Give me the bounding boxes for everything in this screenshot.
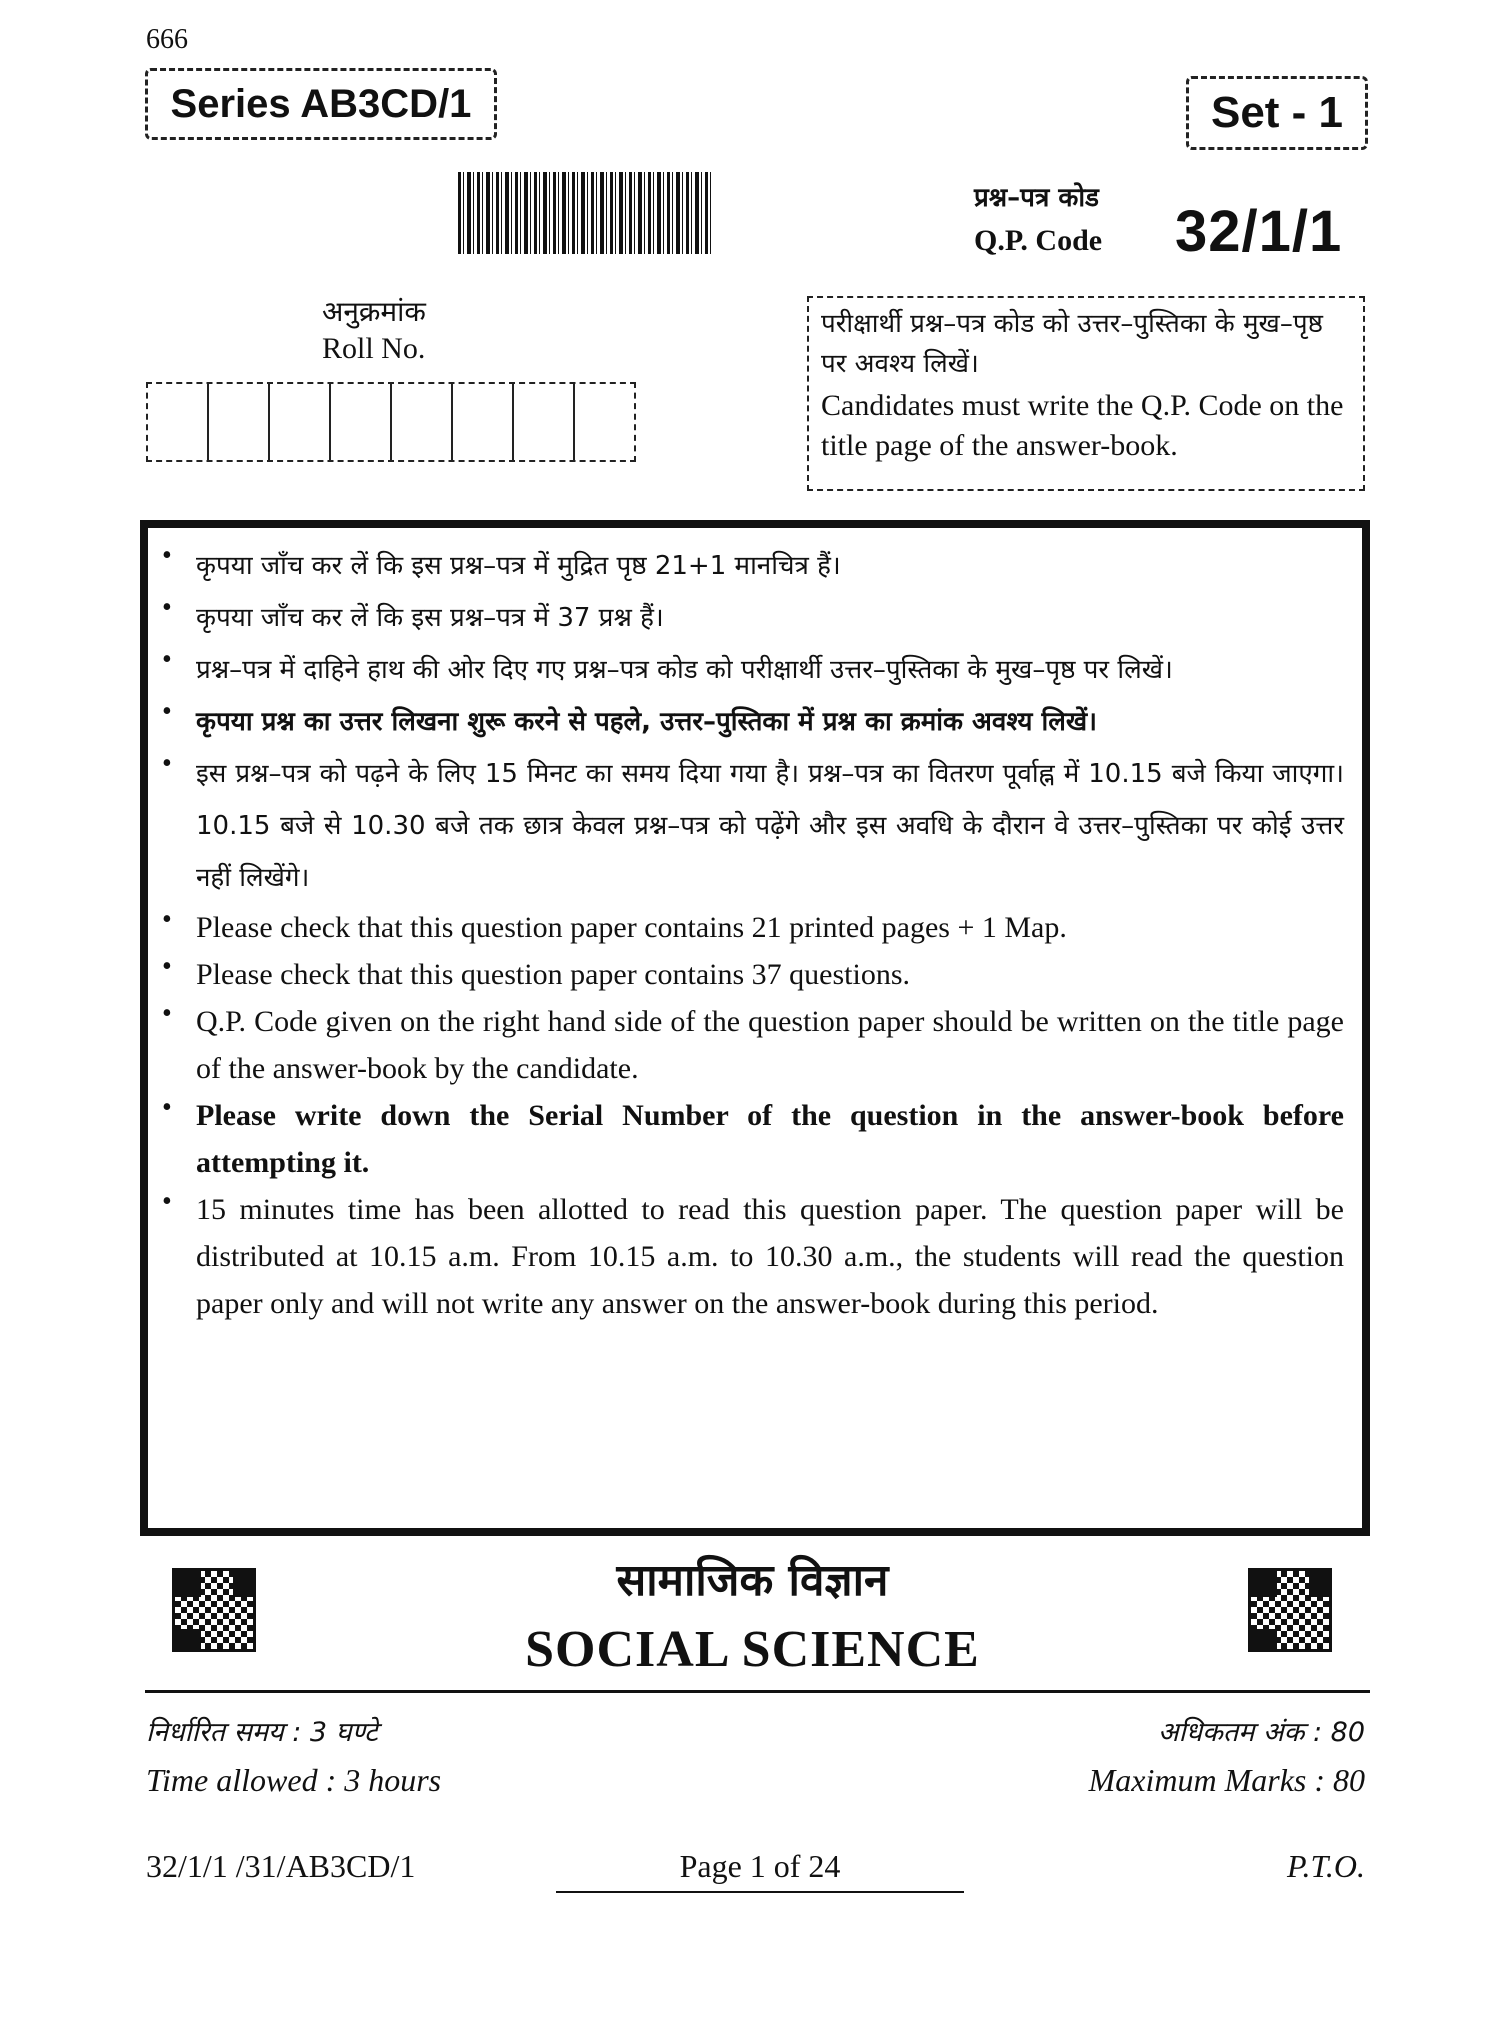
time-allowed-hindi: निर्धारित समय : 3 घण्टे bbox=[146, 1717, 378, 1748]
bullet: • bbox=[162, 540, 172, 571]
time-allowed: Time allowed : 3 hours bbox=[146, 1762, 442, 1798]
bullet: • bbox=[162, 644, 172, 675]
roll-cell[interactable] bbox=[575, 384, 634, 460]
qp-code-note bbox=[807, 296, 1365, 491]
roll-cell[interactable] bbox=[392, 384, 453, 460]
roll-cell[interactable] bbox=[148, 384, 209, 460]
instruction-hindi-5: इस प्रश्न–पत्र को पढ़ने के लिए 15 मिनट का समय दिया गया है। प्रश्न–पत्र का वितरण पूर्वाह्न में 10.15 बजे किया जाएगा। 10.15 बजे से 10.30 बजे तक छात्र केवल प्रश्न–पत्र को पढ़ेंगे और इस अवधि के दौरान वे उत्तर–पुस्तिका पर कोई उत्तर नहीं लिखेंगे। bbox=[196, 759, 1344, 893]
roll-cell[interactable] bbox=[453, 384, 514, 460]
instruction-hindi-3: प्रश्न–पत्र में दाहिने हाथ की ओर दिए गए प्रश्न–पत्र कोड को परीक्षार्थी उत्तर–पुस्तिका के मुख–पृष्ठ पर लिखें। bbox=[196, 655, 1173, 685]
roll-cell[interactable] bbox=[270, 384, 331, 460]
maximum-marks: Maximum Marks : 80 bbox=[1088, 1762, 1365, 1798]
list-item bbox=[162, 696, 1344, 748]
roll-cell[interactable] bbox=[331, 384, 392, 460]
subject-title-hindi: सामाजिक विज्ञान bbox=[616, 1555, 889, 1606]
list-item bbox=[162, 998, 1344, 1092]
roll-label-hindi: अनुक्रमांक bbox=[322, 295, 426, 328]
note-english: Candidates must write the Q.P. Code on the title page of the answer-book. bbox=[821, 389, 1344, 462]
page-number: 666 bbox=[146, 24, 188, 55]
list-item bbox=[162, 592, 1344, 644]
qp-code-label-hindi: प्रश्न–पत्र कोड bbox=[974, 183, 1099, 213]
footer-code: 32/1/1 /31/AB3CD/1 bbox=[146, 1848, 416, 1884]
bullet: • bbox=[162, 998, 172, 1029]
list-item bbox=[162, 1092, 1344, 1186]
instructions-box bbox=[140, 520, 1370, 1536]
bullet: • bbox=[162, 748, 172, 779]
bullet: • bbox=[162, 592, 172, 623]
bullet: • bbox=[162, 904, 172, 935]
footer-page-number: Page 1 of 24 bbox=[556, 1848, 964, 1893]
bullet: • bbox=[162, 951, 172, 982]
list-item bbox=[162, 904, 1344, 951]
set-label: Set - 1 bbox=[1186, 76, 1368, 150]
maximum-marks-hindi: अधिकतम अंक : 80 bbox=[1157, 1717, 1365, 1748]
footer-pto: P.T.O. bbox=[1287, 1848, 1365, 1884]
instruction-hindi-1: कृपया जाँच कर लें कि इस प्रश्न–पत्र में मुद्रित पृष्ठ 21+1 मानचित्र हैं। bbox=[196, 551, 841, 581]
list-item bbox=[162, 540, 1344, 592]
roll-cell[interactable] bbox=[514, 384, 575, 460]
list-item bbox=[162, 644, 1344, 696]
bullet: • bbox=[162, 1186, 172, 1217]
note-hindi: परीक्षार्थी प्रश्न–पत्र कोड को उत्तर–पुस्तिका के मुख–पृष्ठ पर अवश्य लिखें। bbox=[821, 309, 1323, 379]
subject-title: SOCIAL SCIENCE bbox=[525, 1621, 980, 1678]
instruction-hindi-2: कृपया जाँच कर लें कि इस प्रश्न–पत्र में 37 प्रश्न हैं। bbox=[196, 603, 664, 633]
instruction-english-5: 15 minutes time has been allotted to read this question paper. The question paper will be distributed at 10.15 a.m. From 10.15 a.m. to 10.30 a.m., the students will read the question paper only and will not write any answer on the answer-book during this period. bbox=[196, 1193, 1344, 1320]
qp-code-value: 32/1/1 bbox=[1175, 199, 1343, 264]
instruction-english-2: Please check that this question paper contains 37 questions. bbox=[196, 958, 911, 991]
list-item bbox=[162, 748, 1344, 904]
bullet: • bbox=[162, 696, 172, 727]
roll-label: Roll No. bbox=[322, 332, 426, 365]
bullet: • bbox=[162, 1092, 172, 1123]
series-label: Series AB3CD/1 bbox=[145, 68, 497, 140]
instruction-english-3: Q.P. Code given on the right hand side of the question paper should be written on the title page of the answer-book by the candidate. bbox=[196, 1005, 1344, 1085]
instruction-hindi-4: कृपया प्रश्न का उत्तर लिखना शुरू करने से पहले, उत्तर–पुस्तिका में प्रश्न का क्रमांक अवश्य लिखें। bbox=[196, 707, 1097, 737]
barcode bbox=[458, 172, 713, 254]
roll-cell[interactable] bbox=[209, 384, 270, 460]
divider bbox=[145, 1690, 1370, 1693]
instruction-english-4: Please write down the Serial Number of the question in the answer-book before attempting it. bbox=[196, 1099, 1344, 1179]
list-item bbox=[162, 1186, 1344, 1327]
qp-code-label: Q.P. Code bbox=[974, 224, 1103, 257]
list-item bbox=[162, 951, 1344, 998]
instruction-english-1: Please check that this question paper contains 21 printed pages + 1 Map. bbox=[196, 911, 1067, 944]
roll-number-boxes[interactable] bbox=[146, 382, 636, 462]
